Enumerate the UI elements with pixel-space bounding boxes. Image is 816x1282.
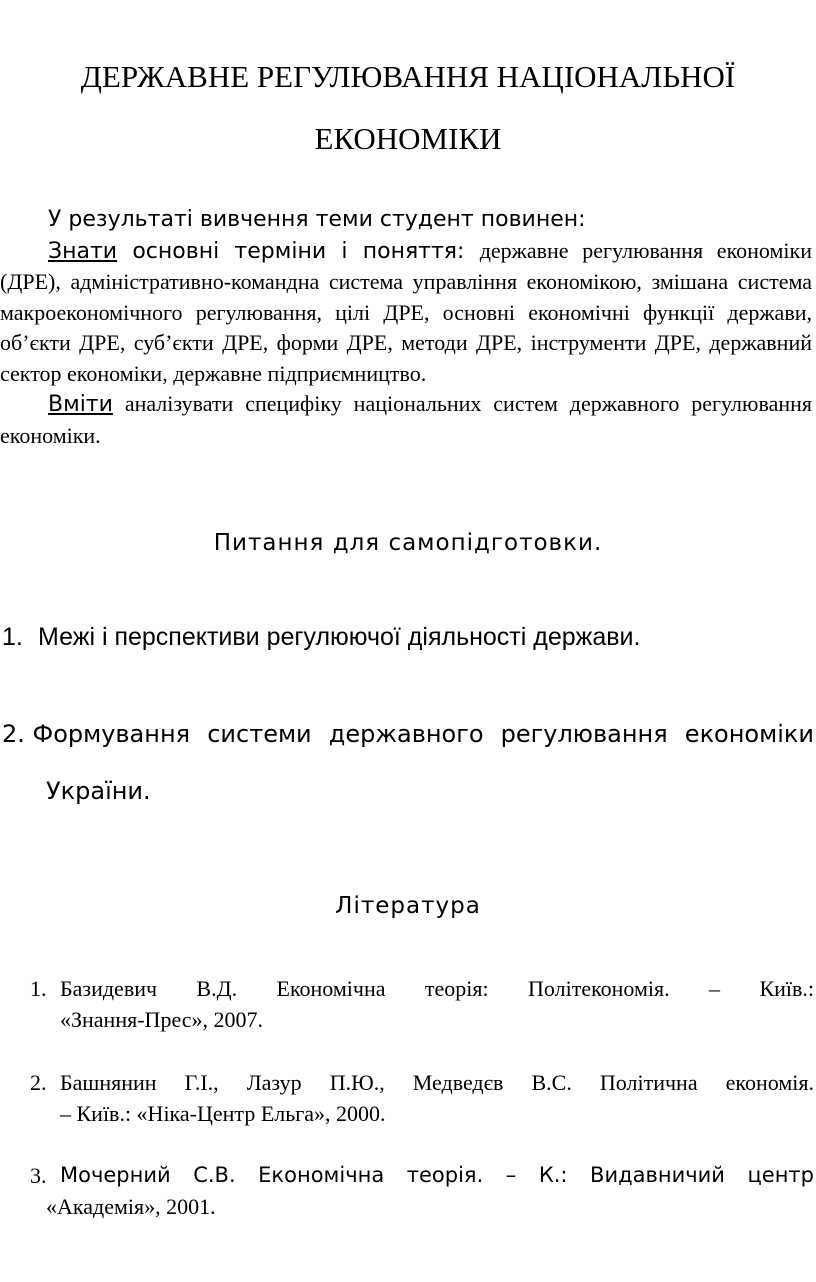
question-2: [2, 720, 814, 806]
literature-item-text: «Академія», 2001.: [46, 1194, 216, 1219]
question-2-line-2: України.: [46, 776, 151, 805]
literature-item-number: 1.: [30, 976, 47, 1001]
question-1-number: 1.: [2, 623, 23, 651]
literature-item-text: Мочерний С.В. Економічна теорія. – К.: Видавничий центр: [60, 1163, 814, 1187]
can-label: Вміти: [48, 392, 113, 417]
question-2-word: регулювання: [500, 720, 668, 748]
can-text: аналізувати специфіку національних систем державного регулювання економіки.: [0, 391, 812, 448]
question-2-word: 2. Формування: [2, 720, 191, 748]
literature-item-text: «Знання-Прес», 2007.: [60, 1007, 264, 1032]
question-1-text: Межі і перспективи регулюючої діяльності держави.: [38, 623, 641, 651]
know-intro: основні терміни і поняття:: [117, 238, 480, 264]
question-2-word: системи: [207, 720, 312, 748]
literature-item-number: 2.: [30, 1070, 47, 1095]
question-2-word: державного: [328, 720, 484, 748]
literature-item-text: Башнянин Г.І., Лазур П.Ю., Медведєв В.С. Політична економія.: [60, 1070, 814, 1095]
literature-item: [30, 1067, 814, 1129]
literature-heading: Література: [335, 893, 481, 919]
literature-item-number: 3.: [30, 1163, 47, 1188]
literature-item: [30, 1160, 814, 1222]
know-label: Знати: [48, 238, 118, 264]
document-title-line-1: ДЕРЖАВНЕ РЕГУЛЮВАННЯ НАЦІОНАЛЬНОЇ: [80, 59, 736, 94]
know-paragraph: [0, 236, 812, 390]
literature-item: [30, 973, 814, 1035]
literature-item-text: – Київ.: «Ніка-Центр Ельга», 2000.: [60, 1101, 386, 1126]
know-terms: державне регулювання економіки (ДРЕ), адміністративно-командна система управління економікою, змішана система макроекономічного регулювання, цілі ДРЕ, основні економічні функції держави, об’єкти ДРЕ, суб’єкти ДРЕ, форми ДРЕ, методи ДРЕ, інструменти ДРЕ, державний сектор економіки, державне підприємництво.: [0, 237, 812, 386]
questions-heading: Питання для самопідготовки.: [213, 530, 603, 556]
literature-item-text: Базидевич В.Д. Економічна теорія: Політекономія. – Київ.:: [60, 976, 814, 1001]
can-paragraph: [0, 389, 812, 451]
document-title-line-2: ЕКОНОМІКИ: [314, 121, 502, 156]
learning-objectives: [0, 205, 812, 451]
question-1: [2, 622, 640, 652]
objectives-lead: У результаті вивчення теми студент повинен:: [48, 207, 586, 232]
question-2-line-1: [2, 720, 814, 749]
question-2-word: економіки: [684, 720, 814, 748]
